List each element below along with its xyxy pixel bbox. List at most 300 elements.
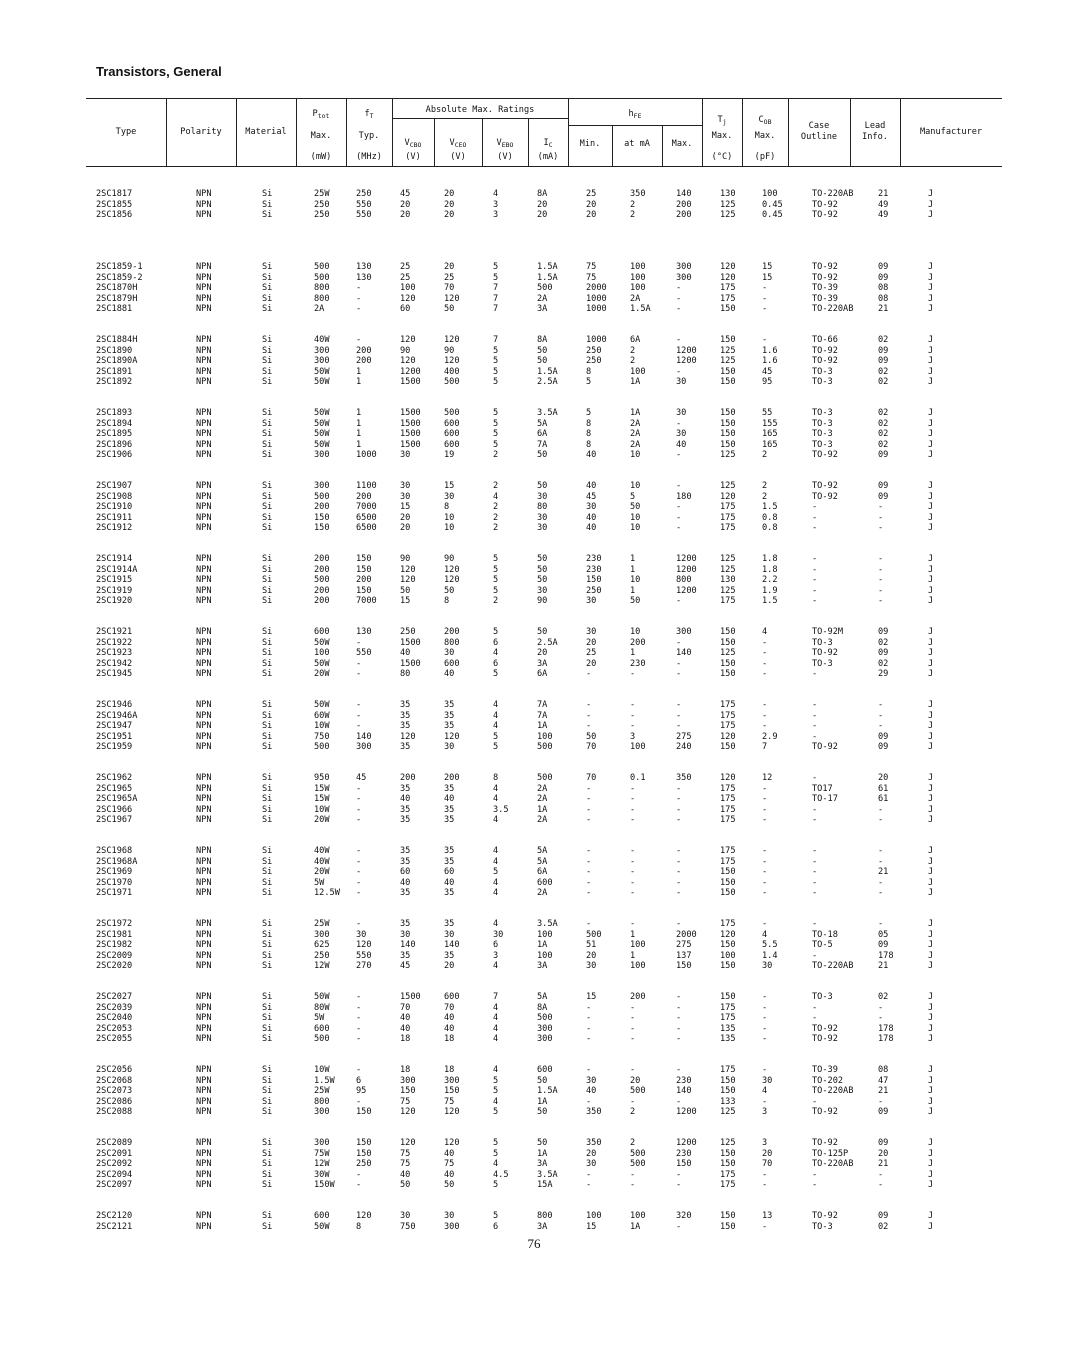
cell-cob: 70 <box>762 1159 773 1170</box>
cell-ptot: 250 <box>314 199 330 210</box>
cell-hfe-at: 2 <box>630 1107 636 1118</box>
cell-polarity: NPN <box>196 1169 212 1180</box>
cell-cob: 45 <box>762 366 773 377</box>
cell-ic: 1.5A <box>537 1086 558 1097</box>
cell-tj: 125 <box>720 648 736 659</box>
cell-ic: 3.5A <box>537 1169 558 1180</box>
cell-manufacturer: J <box>928 961 934 972</box>
cell-case: - <box>812 1180 818 1191</box>
cell-vcbo: 40 <box>400 877 411 888</box>
cell-tj: 125 <box>720 199 736 210</box>
cell-cob: 0.45 <box>762 210 783 221</box>
cell-type: 2SC1915 <box>96 575 133 586</box>
cell-case: TO-92 <box>812 210 838 221</box>
cell-polarity: NPN <box>196 450 212 461</box>
cell-polarity: NPN <box>196 418 212 429</box>
cell-cob: 2.2 <box>762 575 778 586</box>
cell-case: TO-39 <box>812 283 838 294</box>
cell-manufacturer: J <box>928 867 934 878</box>
header-ft-sym: f <box>364 109 370 119</box>
cell-hfe-at: 10 <box>630 627 641 637</box>
cell-ptot: 800 <box>314 293 330 304</box>
cell-vebo: 5 <box>493 575 499 586</box>
cell-case: TO-39 <box>812 1065 838 1075</box>
cell-vcbo: 35 <box>400 846 411 856</box>
cell-vcbo: 35 <box>400 919 411 929</box>
cell-cob: 2 <box>762 491 768 502</box>
cell-hfe-min: 40 <box>586 512 597 523</box>
cell-cob: 2 <box>762 481 768 491</box>
cell-vceo: 35 <box>444 710 455 721</box>
cell-case: TO-92 <box>812 1138 838 1148</box>
cell-hfe-min: 2000 <box>586 283 607 294</box>
cell-tj: 120 <box>720 272 736 283</box>
cell-hfe-at: 200 <box>630 992 646 1002</box>
cell-polarity: NPN <box>196 888 212 899</box>
cell-hfe-at: 0.1 <box>630 773 646 783</box>
cell-hfe-at: 10 <box>630 523 641 534</box>
cell-ft: 140 <box>356 731 372 742</box>
cell-ic: 15A <box>537 1180 553 1191</box>
cell-manufacturer: J <box>928 794 934 805</box>
cell-vebo: 4 <box>493 700 499 710</box>
cell-type: 2SC2009 <box>96 950 133 961</box>
cell-ic: 90 <box>537 596 548 607</box>
cell-vcbo: 18 <box>400 1065 411 1075</box>
header-vceo <box>434 137 482 151</box>
cell-ptot: 150W <box>314 1180 335 1191</box>
cell-ic: 50 <box>537 481 548 491</box>
cell-ic: 50 <box>537 554 548 564</box>
cell-ft: - <box>356 669 362 680</box>
cell-lead: 09 <box>878 450 889 461</box>
cell-hfe-max: - <box>676 335 682 345</box>
cell-ic: 500 <box>537 773 553 783</box>
cell-case: TO-92 <box>812 648 838 659</box>
cell-material: Si <box>262 773 273 783</box>
cell-vcbo: 40 <box>400 1169 411 1180</box>
cell-hfe-min: 30 <box>586 1159 597 1170</box>
cell-manufacturer: J <box>928 731 934 742</box>
cell-hfe-max: 200 <box>676 199 692 210</box>
cell-hfe-min: - <box>586 1034 592 1045</box>
cell-vebo: 3 <box>493 210 499 221</box>
cell-ptot: 800 <box>314 283 330 294</box>
header-tj <box>702 114 742 128</box>
cell-lead: 61 <box>878 783 889 794</box>
cell-hfe-at: 50 <box>630 596 641 607</box>
cell-tj: 130 <box>720 189 736 199</box>
cell-case: - <box>812 919 818 929</box>
cell-case: - <box>812 815 818 826</box>
cell-lead: 02 <box>878 335 889 345</box>
cell-manufacturer: J <box>928 596 934 607</box>
cell-hfe-max: 150 <box>676 1159 692 1170</box>
table-row <box>0 376 1068 388</box>
cell-vebo: 5 <box>493 356 499 367</box>
cell-vebo: 4 <box>493 794 499 805</box>
cell-hfe-at: - <box>630 867 636 878</box>
cell-lead: - <box>878 846 884 856</box>
cell-hfe-min: - <box>586 710 592 721</box>
cell-lead: - <box>878 502 884 513</box>
cell-material: Si <box>262 877 273 888</box>
cell-tj: 150 <box>720 940 736 951</box>
cell-type: 2SC1972 <box>96 919 133 929</box>
cell-tj: 125 <box>720 450 736 461</box>
cell-hfe-max: - <box>676 293 682 304</box>
cell-manufacturer: J <box>928 1180 934 1191</box>
cell-manufacturer: J <box>928 210 934 221</box>
cell-cob: 30 <box>762 961 773 972</box>
cell-case: TO-125P <box>812 1148 849 1159</box>
cell-case: TO-92 <box>812 356 838 367</box>
cell-hfe-at: - <box>630 1023 636 1034</box>
cell-hfe-min: 8 <box>586 429 592 440</box>
cell-ptot: 600 <box>314 1211 330 1221</box>
cell-vcbo: 30 <box>400 481 411 491</box>
cell-ft: - <box>356 1065 362 1075</box>
cell-vebo: 5 <box>493 345 499 356</box>
cell-ptot: 10W <box>314 1065 330 1075</box>
cell-material: Si <box>262 1138 273 1148</box>
cell-vcbo: 45 <box>400 189 411 199</box>
cell-case: TO-220AB <box>812 961 854 972</box>
cell-tj: 175 <box>720 815 736 826</box>
cell-material: Si <box>262 992 273 1002</box>
cell-polarity: NPN <box>196 846 212 856</box>
cell-material: Si <box>262 502 273 513</box>
cell-vcbo: 75 <box>400 1148 411 1159</box>
cell-vebo: 2 <box>493 450 499 461</box>
cell-ic: 2.5A <box>537 377 558 388</box>
cell-material: Si <box>262 940 273 951</box>
cell-type: 2SC1968A <box>96 856 138 867</box>
cell-polarity: NPN <box>196 189 212 199</box>
cell-ptot: 300 <box>314 929 330 940</box>
cell-type: 2SC1951 <box>96 731 133 742</box>
cell-type: 2SC1970 <box>96 877 133 888</box>
cell-vebo: 2 <box>493 502 499 513</box>
cell-ft: 150 <box>356 585 372 596</box>
cell-ic: 20 <box>537 648 548 659</box>
cell-ic: 50 <box>537 575 548 586</box>
cell-ic: 2A <box>537 888 548 899</box>
cell-cob: - <box>762 658 768 669</box>
cell-type: 2SC1971 <box>96 888 133 899</box>
cell-lead: 21 <box>878 189 889 199</box>
cell-manufacturer: J <box>928 1159 934 1170</box>
cell-ptot: 800 <box>314 1096 330 1107</box>
cell-vebo: 5 <box>493 1107 499 1118</box>
cell-manufacturer: J <box>928 335 934 345</box>
cell-lead: - <box>878 815 884 826</box>
cell-cob: 12 <box>762 773 773 783</box>
cell-material: Si <box>262 1180 273 1191</box>
cell-cob: 30 <box>762 1075 773 1086</box>
cell-hfe-min: - <box>586 1169 592 1180</box>
cell-type: 2SC1855 <box>96 199 133 210</box>
cell-material: Si <box>262 189 273 199</box>
cell-material: Si <box>262 1086 273 1097</box>
cell-tj: 175 <box>720 783 736 794</box>
cell-vceo: 19 <box>444 450 455 461</box>
cell-vcbo: 100 <box>400 283 416 294</box>
header-tj-unit: (°C) <box>711 152 733 162</box>
cell-material: Si <box>262 742 273 753</box>
cell-tj: 175 <box>720 846 736 856</box>
cell-cob: - <box>762 783 768 794</box>
cell-polarity: NPN <box>196 304 212 315</box>
cell-cob: 7 <box>762 742 768 753</box>
cell-ft: - <box>356 1013 362 1024</box>
cell-lead: - <box>878 523 884 534</box>
header-cob <box>742 114 788 128</box>
cell-hfe-max: 137 <box>676 950 692 961</box>
cell-cob: 95 <box>762 377 773 388</box>
cell-cob: 15 <box>762 272 773 283</box>
cell-lead: 02 <box>878 408 889 418</box>
cell-cob: - <box>762 815 768 826</box>
cell-case: TO-92 <box>812 199 838 210</box>
header-vceo-unit: (V) <box>450 152 466 162</box>
cell-cob: 1.9 <box>762 585 778 596</box>
cell-manufacturer: J <box>928 429 934 440</box>
cell-cob: 1.6 <box>762 356 778 367</box>
cell-hfe-max: 300 <box>676 262 692 272</box>
cell-ptot: 60W <box>314 710 330 721</box>
header-vebo-sym: V <box>496 138 502 148</box>
cell-hfe-max: - <box>676 658 682 669</box>
cell-manufacturer: J <box>928 700 934 710</box>
cell-lead: 02 <box>878 1221 889 1232</box>
cell-type: 2SC1870H <box>96 283 138 294</box>
cell-type: 2SC1881 <box>96 304 133 315</box>
cell-hfe-at: 10 <box>630 450 641 461</box>
cell-ft: - <box>356 721 362 732</box>
cell-type: 2SC1920 <box>96 596 133 607</box>
cell-case: - <box>812 700 818 710</box>
cell-hfe-at: - <box>630 1169 636 1180</box>
cell-manufacturer: J <box>928 283 934 294</box>
cell-hfe-max: 1200 <box>676 345 697 356</box>
cell-hfe-min: 30 <box>586 502 597 513</box>
header-hfe-max: Max. <box>671 139 693 149</box>
cell-vcbo: 20 <box>400 523 411 534</box>
cell-cob: 165 <box>762 429 778 440</box>
cell-polarity: NPN <box>196 554 212 564</box>
cell-lead: 09 <box>878 940 889 951</box>
cell-polarity: NPN <box>196 523 212 534</box>
cell-hfe-max: 320 <box>676 1211 692 1221</box>
cell-case: - <box>812 846 818 856</box>
cell-polarity: NPN <box>196 491 212 502</box>
cell-polarity: NPN <box>196 293 212 304</box>
cell-hfe-max: - <box>676 1096 682 1107</box>
cell-vceo: 40 <box>444 669 455 680</box>
cell-type: 2SC1965 <box>96 783 133 794</box>
cell-vcbo: 1500 <box>400 637 421 648</box>
cell-material: Si <box>262 1169 273 1180</box>
cell-lead: 61 <box>878 794 889 805</box>
cell-vcbo: 70 <box>400 1002 411 1013</box>
cell-vebo: 8 <box>493 773 499 783</box>
cell-manufacturer: J <box>928 199 934 210</box>
cell-manufacturer: J <box>928 804 934 815</box>
cell-vcbo: 120 <box>400 1138 416 1148</box>
cell-vebo: 4 <box>493 783 499 794</box>
cell-hfe-at: - <box>630 888 636 899</box>
table-row <box>0 449 1068 461</box>
cell-type: 2SC2073 <box>96 1086 133 1097</box>
cell-tj: 120 <box>720 731 736 742</box>
cell-vceo: 600 <box>444 418 460 429</box>
cell-case: - <box>812 950 818 961</box>
cell-cob: 0.45 <box>762 199 783 210</box>
cell-ic: 50 <box>537 1138 548 1148</box>
cell-vceo: 30 <box>444 648 455 659</box>
cell-cob: 4 <box>762 627 768 637</box>
cell-manufacturer: J <box>928 366 934 377</box>
cell-hfe-max: - <box>676 596 682 607</box>
cell-polarity: NPN <box>196 1075 212 1086</box>
cell-lead: 49 <box>878 210 889 221</box>
cell-polarity: NPN <box>196 1002 212 1013</box>
cell-hfe-max: 1200 <box>676 585 697 596</box>
cell-tj: 150 <box>720 1086 736 1097</box>
cell-ptot: 50W <box>314 700 330 710</box>
header-polarity: Polarity <box>180 127 222 137</box>
cell-type: 2SC2020 <box>96 961 133 972</box>
cell-tj: 150 <box>720 1075 736 1086</box>
cell-cob: 0.8 <box>762 523 778 534</box>
cell-lead: 08 <box>878 283 889 294</box>
cell-hfe-at: 1A <box>630 408 641 418</box>
cell-hfe-at: 2A <box>630 439 641 450</box>
cell-ic: 8A <box>537 189 548 199</box>
cell-manufacturer: J <box>928 1107 934 1118</box>
cell-vcbo: 1500 <box>400 429 421 440</box>
cell-type: 2SC1946 <box>96 700 133 710</box>
cell-manufacturer: J <box>928 658 934 669</box>
cell-cob: 15 <box>762 262 773 272</box>
cell-ptot: 2A <box>314 304 325 315</box>
cell-case: - <box>812 669 818 680</box>
cell-ic: 3A <box>537 1221 548 1232</box>
cell-vceo: 120 <box>444 731 460 742</box>
cell-type: 2SC1891 <box>96 366 133 377</box>
cell-manufacturer: J <box>928 564 934 575</box>
cell-ptot: 50W <box>314 637 330 648</box>
cell-ptot: 500 <box>314 491 330 502</box>
cell-vebo: 4 <box>493 961 499 972</box>
cell-cob: - <box>762 293 768 304</box>
cell-vebo: 4 <box>493 189 499 199</box>
cell-ft: 250 <box>356 1159 372 1170</box>
cell-material: Si <box>262 272 273 283</box>
cell-case: - <box>812 1002 818 1013</box>
cell-ptot: 50W <box>314 992 330 1002</box>
cell-vebo: 5 <box>493 867 499 878</box>
cell-manufacturer: J <box>928 356 934 367</box>
header-case: Case <box>808 121 830 131</box>
cell-ft: 6 <box>356 1075 362 1086</box>
cell-tj: 150 <box>720 429 736 440</box>
cell-lead: - <box>878 700 884 710</box>
cell-ft: 200 <box>356 356 372 367</box>
cell-tj: 100 <box>720 950 736 961</box>
cell-material: Si <box>262 575 273 586</box>
cell-hfe-max: - <box>676 1034 682 1045</box>
cell-lead: 09 <box>878 356 889 367</box>
cell-vcbo: 50 <box>400 1180 411 1191</box>
cell-manufacturer: J <box>928 950 934 961</box>
cell-vebo: 3.5 <box>493 804 509 815</box>
cell-cob: 1.5 <box>762 502 778 513</box>
cell-hfe-max: - <box>676 366 682 377</box>
cell-ptot: 200 <box>314 564 330 575</box>
cell-ptot: 500 <box>314 262 330 272</box>
cell-hfe-max: - <box>676 283 682 294</box>
cell-ic: 500 <box>537 283 553 294</box>
cell-tj: 175 <box>720 919 736 929</box>
cell-hfe-max: 1200 <box>676 564 697 575</box>
cell-ptot: 500 <box>314 742 330 753</box>
cell-vceo: 200 <box>444 773 460 783</box>
cell-hfe-at: 2 <box>630 1138 636 1148</box>
cell-ic: 7A <box>537 439 548 450</box>
header-ic-unit: (mA) <box>537 152 559 162</box>
cell-material: Si <box>262 1096 273 1107</box>
cell-case: TO-92 <box>812 1023 838 1034</box>
cell-hfe-at: 2 <box>630 345 636 356</box>
cell-vebo: 5 <box>493 731 499 742</box>
cell-material: Si <box>262 846 273 856</box>
cell-ic: 8A <box>537 335 548 345</box>
cell-ptot: 500 <box>314 1034 330 1045</box>
cell-type: 2SC2068 <box>96 1075 133 1086</box>
cell-type: 2SC1946A <box>96 710 138 721</box>
cell-vceo: 300 <box>444 1221 460 1232</box>
cell-manufacturer: J <box>928 888 934 899</box>
cell-vceo: 18 <box>444 1065 455 1075</box>
cell-vebo: 6 <box>493 940 499 951</box>
header-ptot <box>296 108 346 122</box>
cell-ic: 50 <box>537 1107 548 1118</box>
cell-lead: - <box>878 721 884 732</box>
cell-type: 2SC1982 <box>96 940 133 951</box>
cell-vcbo: 35 <box>400 710 411 721</box>
cell-hfe-max: 230 <box>676 1148 692 1159</box>
cell-vcbo: 40 <box>400 1013 411 1024</box>
cell-polarity: NPN <box>196 596 212 607</box>
cell-ptot: 950 <box>314 773 330 783</box>
cell-vceo: 600 <box>444 992 460 1002</box>
cell-case: TO-3 <box>812 637 833 648</box>
cell-type: 2SC2027 <box>96 992 133 1002</box>
cell-vcbo: 75 <box>400 1096 411 1107</box>
cell-case: TO-220AB <box>812 1086 854 1097</box>
cell-polarity: NPN <box>196 575 212 586</box>
cell-vebo: 5 <box>493 408 499 418</box>
header-case-outline: Outline <box>800 132 838 142</box>
header-vcbo-sub: CBO <box>409 141 422 149</box>
cell-manufacturer: J <box>928 919 934 929</box>
cell-lead: - <box>878 710 884 721</box>
cell-vcbo: 150 <box>400 1086 416 1097</box>
cell-manufacturer: J <box>928 1023 934 1034</box>
cell-vceo: 35 <box>444 700 455 710</box>
